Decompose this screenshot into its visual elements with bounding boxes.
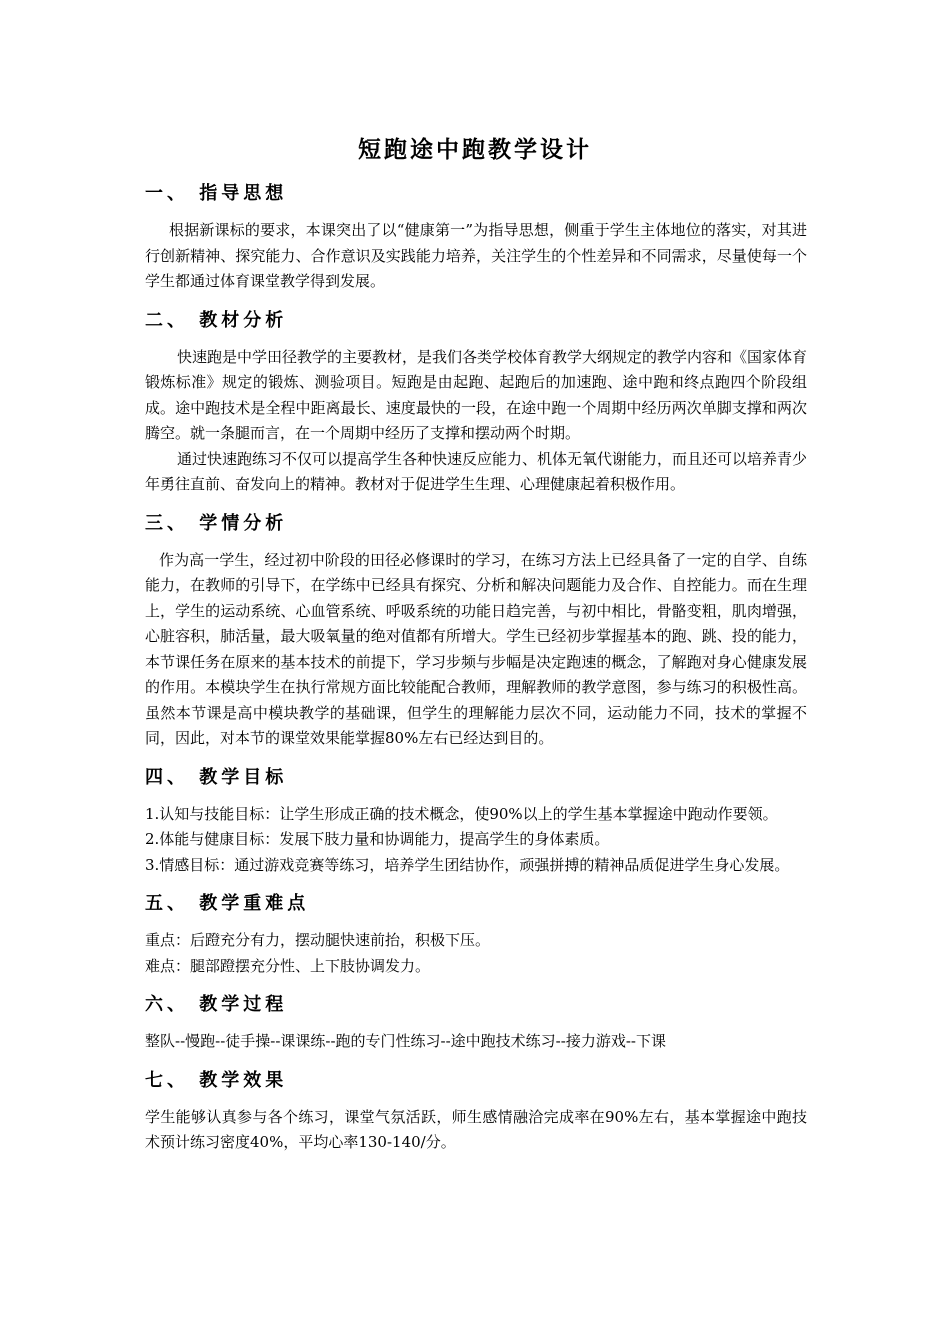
section-heading: 七、 教学效果 [145,1069,288,1091]
document-title: 短跑途中跑教学设计 [358,136,592,163]
paragraph: 难点：腿部蹬摆充分性、上下肢协调发力。 [145,956,431,975]
section-heading: 四、 教学目标 [145,766,288,788]
section-heading: 二、 教材分析 [145,309,288,331]
section-heading: 三、 学情分析 [145,512,288,534]
paragraph: 通过快速跑练习不仅可以提高学生各种快速反应能力、机体无氧代谢能力，而且还可以培养青少年勇往直前、奋发向上的精神。教材对于促进学生生理、心理健康起着积极作用。 [145,449,808,493]
document-body [145,180,807,1156]
section-key-difficult-points [145,890,807,979]
section-heading: 五、 教学重难点 [145,893,310,914]
objective-item: 3.情感目标：通过游戏竞赛等练习，培养学生团结协作，顽强拼搏的精神品质促进学生身心发展。 [145,855,790,874]
section-heading: 一、 指导思想 [145,183,288,204]
paragraph: 重点：后蹬充分有力，摆动腿快速前抬，积极下压。 [145,931,491,949]
section-teaching-effect [145,1067,807,1156]
objective-item: 2.体能与健康目标：发展下肢力量和协调能力，提高学生的身体素质。 [145,830,610,848]
section-teaching-objectives [145,764,807,879]
paragraph: 作为高一学生，经过初中阶段的田径必修课时的学习，在练习方法上已经具备了一定的自学、自练能力，在教师的引导下，在学练中已经具有探究、分析和解决问题能力及合作、自控能力。而在生理上，学生的运动系统、心血管系统、呼吸系统的功能日趋完善，与初中相比，骨骼变粗，肌肉增强，心脏容积，肺活量，最大吸氧量的绝对值都有所增大。学生已经初步掌握基本的跑、跳、投的能力，本节课任务在原来的基本技术的前提下，学习步频与步幅是决定跑速的概念，了解跑对身心健康发展的作用。本模块学生在执行常规方面比较能配合教师，理解教师的教学意图，参与练习的积极性高。虽然本节课是高中模块教学的基础课，但学生的理解能力层次不同，运动能力不同，技术的掌握不同，因此，对本节的课堂效果能掌握80%左右已经达到目的。 [145,550,807,747]
paragraph: 整队--慢跑--徒手操--课课练--跑的专门性练习--途中跑技术练习--接力游戏--下课 [145,1032,666,1050]
objective-item: 1.认知与技能目标：让学生形成正确的技术概念，使90%以上的学生基本掌握途中跑动作要领。 [145,804,778,823]
paragraph: 快速跑是中学田径教学的主要教材，是我们各类学校体育教学大纲规定的教学内容和《国家体育锻炼标准》规定的锻炼、测验项目。短跑是由起跑、起跑后的加速跑、途中跑和终点跑四个阶段组成。途中跑技术是全程中距离最长、速度最快的一段，在途中跑一个周期中经历两次单脚支撑和两次腾空。就一条腿而言，在一个周期中经历了支撑和摆动两个时期。 [145,347,808,442]
section-student-analysis [145,510,807,752]
section-material-analysis [145,307,807,498]
section-guiding-ideology [145,180,807,295]
section-heading: 六、 教学过程 [145,994,288,1015]
section-teaching-process [145,991,807,1055]
paragraph: 学生能够认真参与各个练习，课堂气氛活跃，师生感情融洽完成率在90%左右，基本掌握途中跑技术预计练习密度40%，平均心率130-140/分。 [145,1107,807,1151]
paragraph: 根据新课标的要求，本课突出了以“健康第一”为指导思想，侧重于学生主体地位的落实，对其进行创新精神、探究能力、合作意识及实践能力培养，关注学生的个性差异和不同需求，尽量使每一个学生都通过体育课堂教学得到发展。 [145,221,807,290]
